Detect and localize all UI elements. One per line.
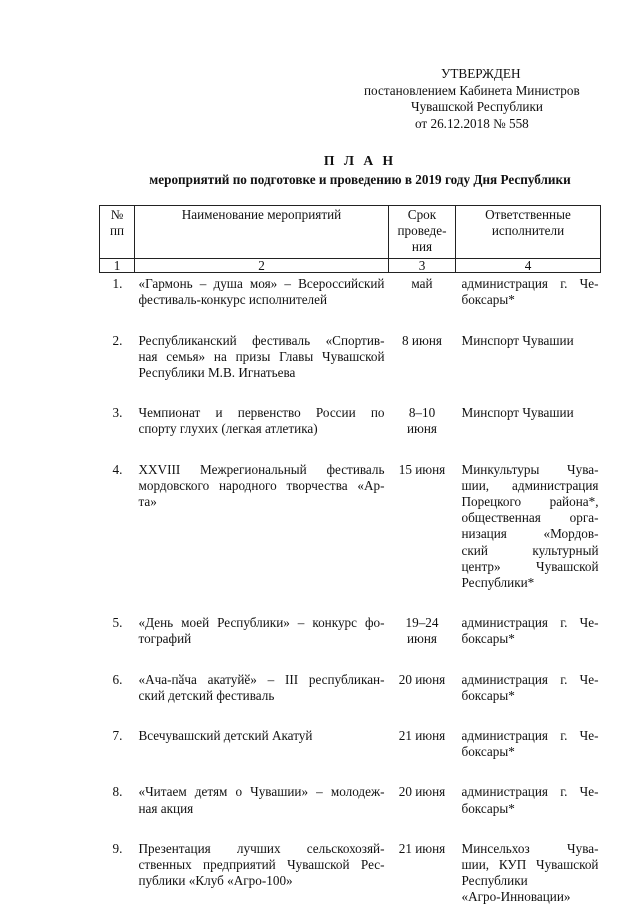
event-responsible-line: Порецкого района*, <box>461 493 599 509</box>
table-row <box>100 841 601 906</box>
table-header <box>100 206 601 273</box>
event-term-line: 21 июня <box>398 727 446 743</box>
event-responsible-line: Республики* <box>461 574 535 590</box>
table-row <box>100 615 601 671</box>
header-responsible: Ответственные исполнители <box>456 206 601 259</box>
event-term <box>389 672 456 728</box>
header-row <box>100 206 601 259</box>
event-responsible-line: боксары* <box>461 631 515 647</box>
row-number: 6. <box>112 671 123 687</box>
event-responsible-line: боксары* <box>461 687 515 703</box>
event-term-line: 19–24 <box>405 615 439 631</box>
column-number: 3 <box>389 258 456 273</box>
event-name-line: XXVIII Межрегиональный фестиваль <box>138 461 385 477</box>
event-responsible <box>456 841 601 906</box>
event-name-line: ский детский фестиваль <box>138 687 275 703</box>
event-responsible <box>456 333 601 406</box>
document-title: П Л А Н <box>323 153 397 168</box>
event-term-line: 15 июня <box>398 461 446 477</box>
event-term <box>389 333 456 406</box>
event-responsible-line: шии, КУП Чувашской <box>461 856 599 872</box>
approval-issuer: постановлением Кабинета Министров <box>364 82 580 98</box>
event-responsible-line: Республики <box>461 873 528 889</box>
event-responsible-line: «Агро-Инновации» <box>461 889 571 905</box>
row-number: 8. <box>112 784 123 800</box>
table-row <box>100 728 601 784</box>
event-term <box>389 784 456 840</box>
event-name-line: Всечувашский детский Акатуй <box>138 727 313 743</box>
row-number: 4. <box>112 461 123 477</box>
approval-date-number: от 26.12.2018 № 558 <box>415 115 529 131</box>
event-responsible-line: боксары* <box>461 744 515 760</box>
event-name-line: Республиканский фестиваль «Спортив- <box>138 332 385 348</box>
event-responsible-line: администрация г. Че- <box>461 727 599 743</box>
header-term: Срок проведе- ния <box>389 206 456 259</box>
event-responsible <box>456 405 601 461</box>
event-responsible <box>456 728 601 784</box>
event-name <box>135 615 389 671</box>
row-number: 3. <box>112 405 123 421</box>
event-name-line: «Читаем детям о Чувашии» – молодеж- <box>138 784 385 800</box>
event-name-line: ная акция <box>138 800 194 816</box>
column-number: 1 <box>100 258 135 273</box>
table-row <box>100 273 601 333</box>
event-term <box>389 615 456 671</box>
event-name-line: мордовского народного творчества «Ар- <box>138 477 385 493</box>
row-number: 1. <box>112 276 123 292</box>
event-term-line: июня <box>406 631 438 647</box>
event-responsible-line: общественная орга- <box>461 510 599 526</box>
event-responsible <box>456 672 601 728</box>
event-name <box>135 462 389 616</box>
event-name-line: тографий <box>138 631 192 647</box>
event-term <box>389 728 456 784</box>
event-name-line: Презентация лучших сельскохозяй- <box>138 840 385 856</box>
table-row <box>100 784 601 840</box>
event-name <box>135 333 389 406</box>
table-row <box>100 333 601 406</box>
approval-republic: Чувашской Республики <box>411 99 543 114</box>
event-term <box>389 273 456 333</box>
event-name <box>135 672 389 728</box>
event-name <box>135 841 389 906</box>
event-name-line: ственных предприятий Чувашской Рес- <box>138 856 385 872</box>
event-responsible-line: администрация г. Че- <box>461 615 599 631</box>
event-responsible-line: администрация г. Че- <box>461 784 599 800</box>
event-name-line: спорту глухих (легкая атлетика) <box>138 421 318 437</box>
event-name <box>135 273 389 333</box>
approval-block <box>340 66 600 132</box>
approval-heading: УТВЕРЖДЕН <box>441 66 521 81</box>
header-name: Наименование мероприятий <box>135 206 389 259</box>
event-term-line: 20 июня <box>398 671 446 687</box>
table-body <box>100 273 601 906</box>
event-responsible-line: Минсельхоз Чува- <box>461 840 599 856</box>
event-responsible <box>456 462 601 616</box>
event-name-line: «Гармонь – душа моя» – Всероссийский <box>138 276 385 292</box>
event-term-line: июня <box>406 421 438 437</box>
event-responsible-line: низация «Мордов- <box>461 526 599 542</box>
event-name-line: Республики М.В. Игнатьева <box>138 364 296 380</box>
event-term-line: май <box>411 276 433 292</box>
event-responsible-line: центр» Чувашской <box>461 558 599 574</box>
event-name-line: фестиваль-конкурс исполнителей <box>138 292 328 308</box>
event-term-line: 20 июня <box>398 784 446 800</box>
document-subtitle: мероприятий по подготовке и проведению в 2019 году Дня Республики <box>149 172 571 187</box>
column-number: 2 <box>135 258 389 273</box>
event-responsible-line: администрация г. Че- <box>461 276 599 292</box>
event-responsible <box>456 273 601 333</box>
event-responsible <box>456 615 601 671</box>
header-num: № пп <box>100 206 135 259</box>
row-number: 7. <box>112 727 123 743</box>
event-name-line: публики «Клуб «Агро-100» <box>138 873 293 889</box>
event-term <box>389 462 456 616</box>
event-name <box>135 728 389 784</box>
event-responsible-line: Минспорт Чувашии <box>461 332 574 348</box>
event-name <box>135 405 389 461</box>
plan-table <box>99 205 601 906</box>
event-term <box>389 405 456 461</box>
event-name-line: Чемпионат и первенство России по <box>138 405 385 421</box>
event-responsible-line: шии, администрация <box>461 477 599 493</box>
column-numbers-row <box>100 258 601 273</box>
event-responsible-line: Минкультуры Чува- <box>461 461 599 477</box>
row-number: 2. <box>112 332 123 348</box>
event-name-line: ная семья» на призы Главы Чувашской <box>138 348 385 364</box>
table-row <box>100 462 601 616</box>
event-name <box>135 784 389 840</box>
table-row <box>100 672 601 728</box>
event-term-line: 8–10 <box>408 405 436 421</box>
event-responsible-line: ский культурный <box>461 542 599 558</box>
event-responsible-line: Минспорт Чувашии <box>461 405 574 421</box>
event-name-line: та» <box>138 493 157 509</box>
table-row <box>100 405 601 461</box>
event-term-line: 8 июня <box>402 332 442 348</box>
row-number: 5. <box>112 615 123 631</box>
event-responsible <box>456 784 601 840</box>
event-name-line: «День моей Республики» – конкурс фо- <box>138 615 385 631</box>
event-term-line: 21 июня <box>398 840 446 856</box>
event-responsible-line: боксары* <box>461 800 515 816</box>
row-number: 9. <box>112 840 123 856</box>
column-number: 4 <box>456 258 601 273</box>
event-responsible-line: администрация г. Че- <box>461 671 599 687</box>
event-term <box>389 841 456 906</box>
event-name-line: «Ача-пӑча акатуйӗ» – III республикан- <box>138 671 385 687</box>
event-responsible-line: боксары* <box>461 292 515 308</box>
